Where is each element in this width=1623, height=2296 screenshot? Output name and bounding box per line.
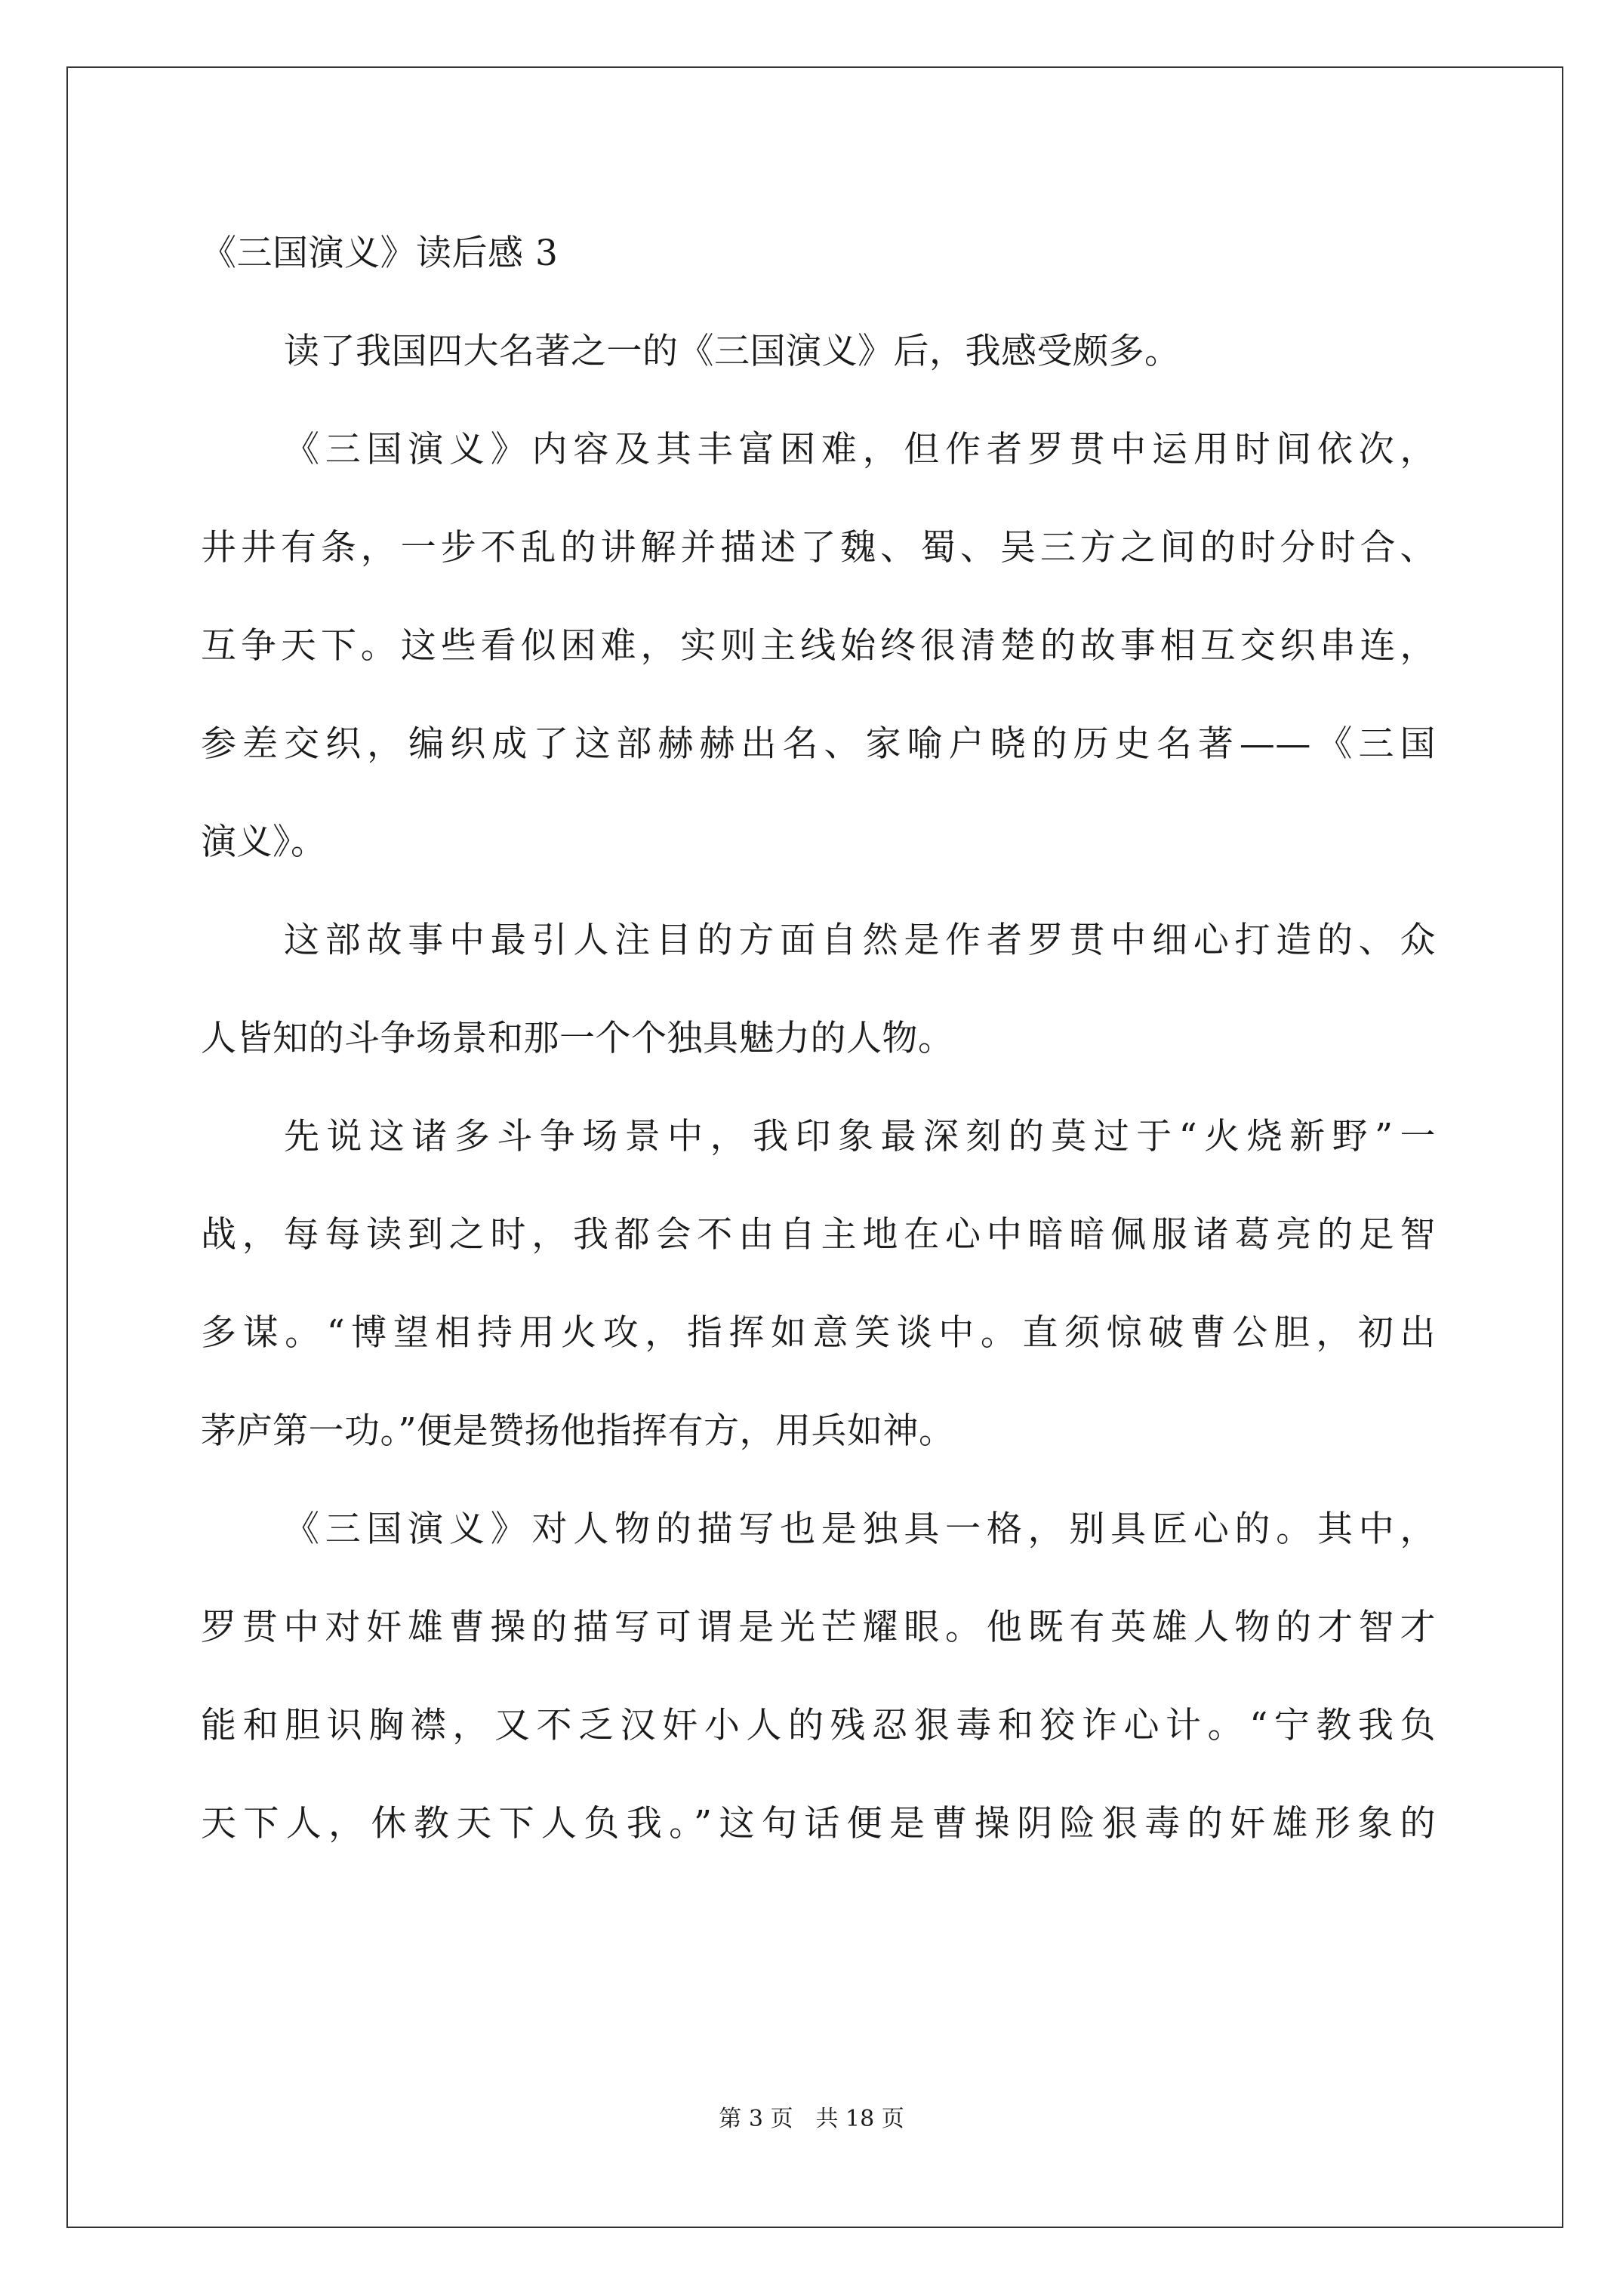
paragraph-3-line-1: 这部故事中最引人注目的方面自然是作者罗贯中细心打造的、众 [284,920,1436,961]
paragraph-2-line-5: 演义》。 [201,821,327,863]
paragraph-2-line-3: 互争天下。这些看似困难，实则主线始终很清楚的故事相互交织串连， [201,625,1436,667]
paragraph-5-line-4: 天下人，休教天下人负我。”这句话便是曹操阴险狠毒的奸雄形象的 [201,1803,1436,1845]
paragraph-4-line-4: 茅庐第一功。”便是赞扬他指挥有方，用兵如神。 [201,1410,955,1452]
paragraph-5-line-3: 能和胆识胸襟，又不乏汉奸小人的残忍狠毒和狡诈心计。“宁教我负 [201,1705,1436,1746]
paragraph-5-line-1: 《三国演义》对人物的描写也是独具一格，别具匠心的。其中， [284,1509,1436,1550]
page-number-footer: 第 3 页 共 18 页 [719,2106,904,2132]
paragraph-1-line-1: 读了我国四大名著之一的《三国演义》后，我感受颇多。 [284,331,1181,372]
paragraph-3-line-2: 人皆知的斗争场景和那一个个独具魅力的人物。 [201,1018,954,1059]
paragraph-2-line-2: 井井有条，一步不乱的讲解并描述了魏、蜀、吴三方之间的时分时合、 [201,527,1436,569]
paragraph-4-line-1: 先说这诸多斗争场景中，我印象最深刻的莫过于“火烧新野”一 [284,1116,1436,1157]
paragraph-2-line-1: 《三国演义》内容及其丰富困难，但作者罗贯中运用时间依次， [284,429,1436,470]
paragraph-2-line-4: 参差交织，编织成了这部赫赫出名、家喻户晓的历史名著——《三国 [201,723,1436,765]
paragraph-4-line-2: 战，每每读到之时，我都会不由自主地在心中暗暗佩服诸葛亮的足智 [201,1214,1436,1256]
paragraph-4-line-3: 多谋。“博望相持用火攻，指挥如意笑谈中。直须惊破曹公胆，初出 [201,1312,1436,1354]
paragraph-5-line-2: 罗贯中对奸雄曹操的描写可谓是光芒耀眼。他既有英雄人物的才智才 [201,1607,1436,1648]
document-title: 《三国演义》读后感 3 [201,233,559,274]
